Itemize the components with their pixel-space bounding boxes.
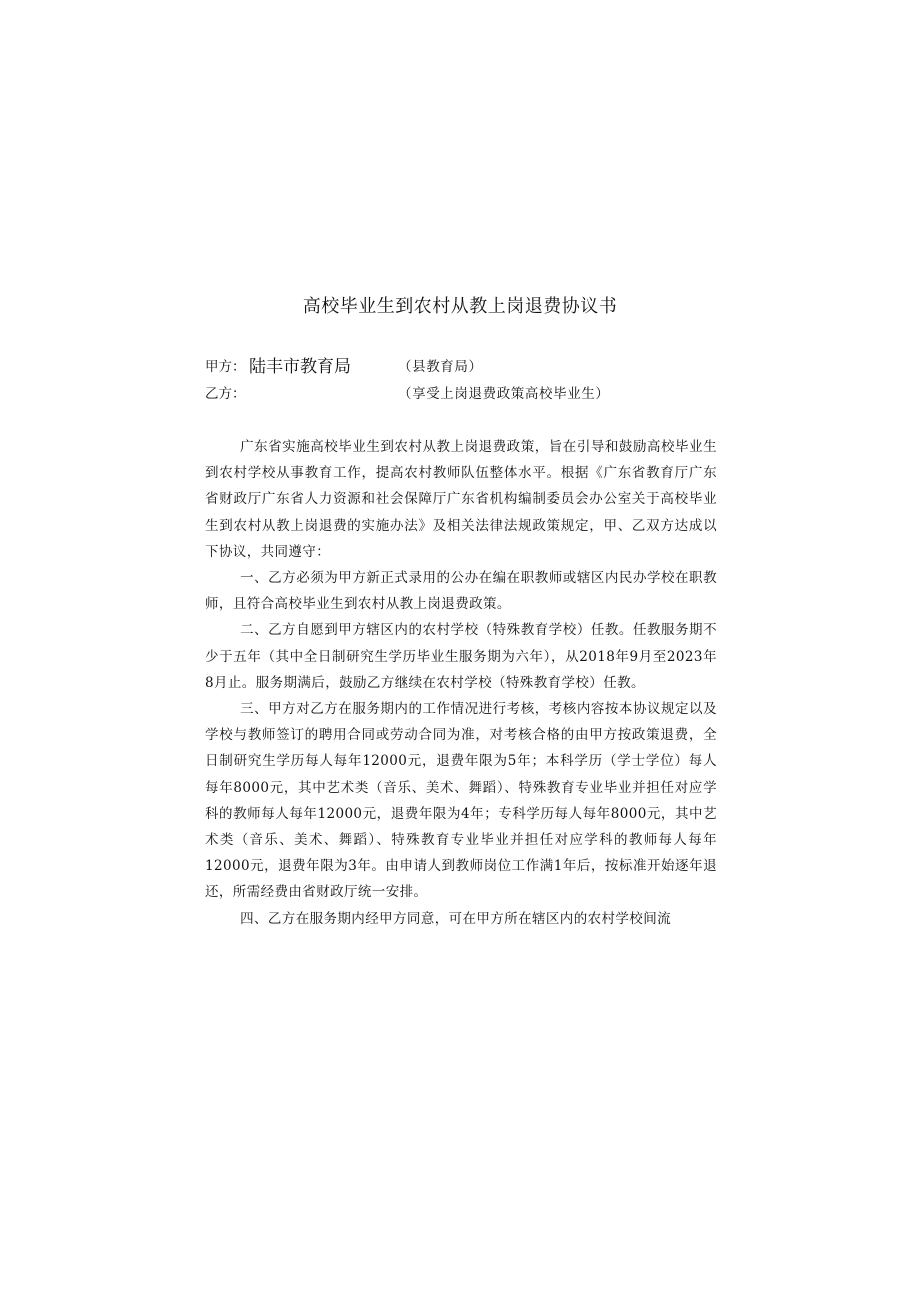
party-a-label: 甲方： <box>205 359 246 375</box>
clause-1-paragraph: 一、乙方必须为甲方新正式录用的公办在编在职教师或辖区内民办学校在职教师，且符合高校毕业生到农村从教上岗退费政策。 <box>205 570 717 613</box>
clause-3-paragraph: 三、甲方对乙方在服务期内的工作情况进行考核，考核内容按本协议规定以及学校与教师签订的聘用合同或劳动合同为准，对考核合格的由甲方按政策退费，全日制研究生学历每人每年12000元，退费年限为5年；本科学历（学士学位）每人每年8000元，其中艺术类（音乐、美术、舞蹈）、特殊教育专业毕业并担任对应学科的教师每人每年12000元，退费年限为4年；专科学历每人每年8000元，其中艺术类（音乐、美术、舞蹈）、特殊教育专业毕业并担任对应学科的教师每人每年12000元，退费年限为3年。由申请人到教师岗位工作满1年后，按标准开始逐年退还，所需经费由省财政厅统一安排。 <box>205 701 717 901</box>
intro-paragraph: 广东省实施高校毕业生到农村从教上岗退费政策，旨在引导和鼓励高校毕业生到农村学校从事教育工作，提高农村教师队伍整体水平。根据《广东省教育厅广东省财政厅广东省人力资源和社会保障厅广东省机构编制委员会办公室关于高校毕业生到农村从教上岗退费的实施办法》及相关法律法规政策规定，甲、乙双方达成以下协议，共同遵守： <box>205 439 717 560</box>
document-title: 高校毕业生到农村从教上岗退费协议书 <box>302 296 618 317</box>
party-b-label: 乙方： <box>205 386 246 402</box>
party-a-row <box>205 354 725 380</box>
party-b-note: （享受上岗退费政策高校毕业生） <box>398 386 610 402</box>
clause-2-paragraph: 二、乙方自愿到甲方辖区内的农村学校（特殊教育学校）任教。任教服务期不少于五年（其中全日制研究生学历毕业生服务期为六年），从2018年9月至2023年8月止。服务期满后，鼓励乙方继续在农村学校（特殊教育学校）任教。 <box>205 622 717 691</box>
clause-4-paragraph: 四、乙方在服务期内经甲方同意，可在甲方所在辖区内的农村学校间流 <box>240 910 671 927</box>
party-b-row <box>205 381 725 407</box>
party-a-value: 陆丰市教育局 <box>249 357 351 377</box>
agreement-body <box>205 434 717 932</box>
party-a-note: （县教育局） <box>398 359 483 375</box>
